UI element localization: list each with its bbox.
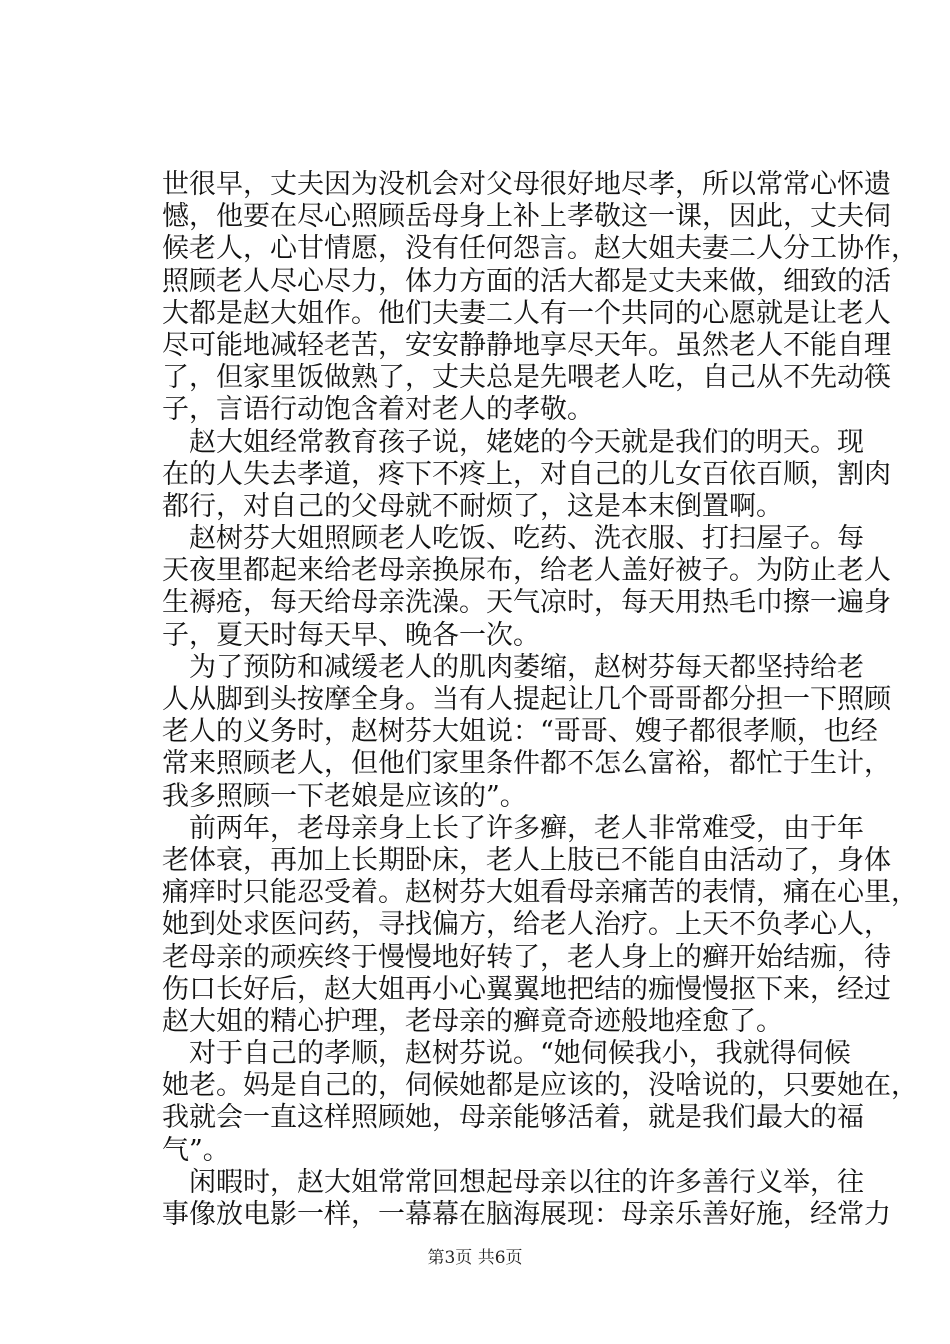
text-line: 事像放电影一样，一幕幕在脑海展现：母亲乐善好施，经常力 bbox=[162, 1199, 891, 1230]
text-line: 人从脚到头按摩全身。当有人提起让几个哥哥都分担一下照顾 bbox=[162, 684, 891, 715]
text-line: 憾，他要在尽心照顾岳母身上补上孝敬这一课，因此，丈夫伺 bbox=[162, 201, 891, 233]
text-line: 常来照顾老人，但他们家里条件都不怎么富裕，都忙于生计， bbox=[162, 748, 891, 780]
text-line: 在的人失去孝道，疼下不疼上，对自己的儿女百依百顺，割肉 bbox=[162, 458, 891, 490]
text-line: 都行，对自己的父母就不耐烦了，这是本末倒置啊。 bbox=[162, 490, 783, 522]
text-line: 生褥疮，每天给母亲洗澡。天气凉时，每天用热毛巾擦一遍身 bbox=[162, 587, 891, 619]
text-line: 赵大姐的精心护理，老母亲的癣竟奇迹般地痊愈了。 bbox=[162, 1005, 783, 1037]
text-line: 尽可能地减轻老苦，安安静静地享尽天年。虽然老人不能自理 bbox=[162, 329, 891, 361]
text-line: 她到处求医问药，寻找偏方，给老人治疗。上天不负孝心人， bbox=[162, 909, 891, 941]
text-line: 老体衰，再加上长期卧床，老人上肢已不能自由活动了，身体 bbox=[162, 844, 891, 876]
text-line: 痛痒时只能忍受着。赵树芬大姐看母亲痛苦的表情，痛在心里， bbox=[162, 877, 918, 909]
document-body bbox=[162, 169, 918, 1231]
text-line: 我多照顾一下老娘是应该的”。 bbox=[162, 780, 527, 812]
text-line: 为了预防和减缓老人的肌肉萎缩，赵树芬每天都坚持给老 bbox=[189, 651, 864, 683]
text-line: 她老。妈是自己的，伺候她都是应该的，没啥说的，只要她在， bbox=[162, 1070, 918, 1102]
text-line: 天夜里都起来给老母亲换尿布，给老人盖好被子。为防止老人 bbox=[162, 555, 891, 587]
text-line: 赵大姐经常教育孩子说，姥姥的今天就是我们的明天。现 bbox=[189, 426, 864, 458]
text-line: 对于自己的孝顺，赵树芬说。“她伺候我小，我就得伺候 bbox=[189, 1038, 851, 1070]
text-line: 了，但家里饭做熟了，丈夫总是先喂老人吃，自己从不先动筷 bbox=[162, 362, 891, 394]
text-line: 大都是赵大姐作。他们夫妻二人有一个共同的心愿就是让老人 bbox=[162, 297, 891, 329]
text-line: 照顾老人尽心尽力，体力方面的活大都是丈夫来做，细致的活 bbox=[162, 265, 891, 297]
text-line: 我就会一直这样照顾她，母亲能够活着，就是我们最大的福 bbox=[162, 1102, 864, 1134]
page-number-label: 第3页 共6页 bbox=[427, 1248, 523, 1268]
text-line: 气”。 bbox=[162, 1134, 230, 1166]
text-line: 候老人，心甘情愿，没有任何怨言。赵大姐夫妻二人分工协作， bbox=[162, 233, 918, 265]
text-line: 伤口长好后，赵大姐再小心翼翼地把结的痂慢慢抠下来，经过 bbox=[162, 973, 891, 1005]
text-line: 子，夏天时每天早、晚各一次。 bbox=[162, 619, 540, 651]
text-line: 子，言语行动饱含着对老人的孝敬。 bbox=[162, 394, 594, 426]
text-line: 前两年，老母亲身上长了许多癣，老人非常难受，由于年 bbox=[189, 812, 864, 844]
text-line: 闲暇时，赵大姐常常回想起母亲以往的许多善行义举，往 bbox=[189, 1166, 864, 1198]
text-line: 老人的义务时，赵树芬大姐说：“哥哥、嫂子都很孝顺，也经 bbox=[162, 716, 878, 748]
text-line: 老母亲的顽疾终于慢慢地好转了，老人身上的癣开始结痂，待 bbox=[162, 941, 891, 973]
text-line: 赵树芬大姐照顾老人吃饭、吃药、洗衣服、打扫屋子。每 bbox=[189, 523, 864, 555]
page-footer bbox=[0, 1243, 950, 1268]
text-line: 世很早，丈夫因为没机会对父母很好地尽孝，所以常常心怀遗 bbox=[162, 169, 891, 200]
